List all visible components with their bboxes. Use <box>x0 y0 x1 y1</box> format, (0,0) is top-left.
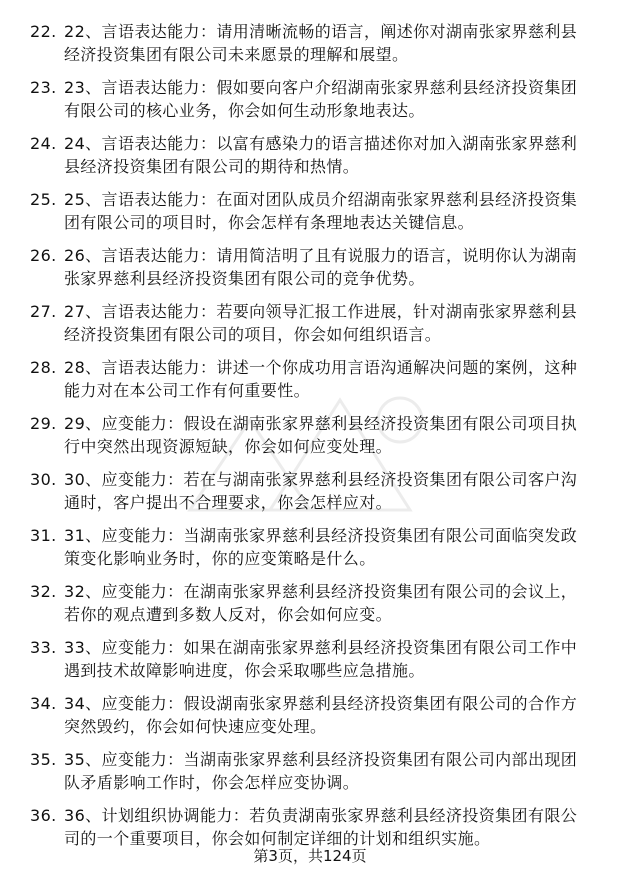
question-number: 29. <box>30 414 57 433</box>
question-item <box>0 300 620 346</box>
question-number: 33. <box>30 638 57 657</box>
question-number: 34. <box>30 694 57 713</box>
question-item <box>0 804 620 850</box>
question-number: 31. <box>30 526 57 545</box>
question-number: 26. <box>30 246 57 265</box>
question-number: 23. <box>30 78 57 97</box>
question-number: 35. <box>30 750 57 769</box>
question-text: 29、应变能力：假设在湖南张家界慈利县经济投资集团有限公司项目执行中突然出现资源短缺，你会如何应变处理。 <box>64 414 578 456</box>
question-item <box>0 692 620 738</box>
question-text: 36、计划组织协调能力：若负责湖南张家界慈利县经济投资集团有限公司的一个重要项目，你会如何制定详细的计划和组织实施。 <box>64 806 578 848</box>
question-item <box>0 636 620 682</box>
question-number: 24. <box>30 134 57 153</box>
question-item <box>0 20 620 66</box>
page-footer: 第3页，共124页 <box>253 847 367 865</box>
question-text: 24、言语表达能力：以富有感染力的语言描述你对加入湖南张家界慈利县经济投资集团有限公司的期待和热情。 <box>64 134 578 176</box>
question-text: 35、应变能力：当湖南张家界慈利县经济投资集团有限公司内部出现团队矛盾影响工作时，你会怎样应变协调。 <box>64 750 578 792</box>
question-item <box>0 188 620 234</box>
question-item <box>0 244 620 290</box>
question-item <box>0 356 620 402</box>
question-number: 36. <box>30 806 57 825</box>
question-number: 32. <box>30 582 57 601</box>
question-item <box>0 412 620 458</box>
question-number: 27. <box>30 302 57 321</box>
question-number: 22. <box>30 22 57 41</box>
question-item <box>0 580 620 626</box>
question-number: 28. <box>30 358 57 377</box>
question-text: 22、言语表达能力：请用清晰流畅的语言，阐述你对湖南张家界慈利县经济投资集团有限公司未来愿景的理解和展望。 <box>64 22 578 64</box>
question-item <box>0 132 620 178</box>
question-text: 25、言语表达能力：在面对团队成员介绍湖南张家界慈利县经济投资集团有限公司的项目时，你会怎样有条理地表达关键信息。 <box>64 190 578 232</box>
question-text: 28、言语表达能力：讲述一个你成功用言语沟通解决问题的案例，这种能力对在本公司工作有何重要性。 <box>64 358 578 400</box>
question-item <box>0 524 620 570</box>
question-text: 30、应变能力：若在与湖南张家界慈利县经济投资集团有限公司客户沟通时，客户提出不合理要求，你会怎样应对。 <box>64 470 578 512</box>
question-number: 25. <box>30 190 57 209</box>
question-text: 23、言语表达能力：假如要向客户介绍湖南张家界慈利县经济投资集团有限公司的核心业务，你会如何生动形象地表达。 <box>64 78 578 120</box>
question-text: 33、应变能力：如果在湖南张家界慈利县经济投资集团有限公司工作中遇到技术故障影响进度，你会采取哪些应急措施。 <box>64 638 578 680</box>
question-item <box>0 468 620 514</box>
question-text: 32、应变能力：在湖南张家界慈利县经济投资集团有限公司的会议上，若你的观点遭到多数人反对，你会如何应变。 <box>64 582 578 624</box>
question-item <box>0 748 620 794</box>
question-text: 26、言语表达能力：请用简洁明了且有说服力的语言，说明你认为湖南张家界慈利县经济投资集团有限公司的竞争优势。 <box>64 246 578 288</box>
question-text: 31、应变能力：当湖南张家界慈利县经济投资集团有限公司面临突发政策变化影响业务时，你的应变策略是什么。 <box>64 526 578 568</box>
question-list <box>0 20 620 860</box>
question-item <box>0 76 620 122</box>
question-text: 34、应变能力：假设湖南张家界慈利县经济投资集团有限公司的合作方突然毁约，你会如何快速应变处理。 <box>64 694 578 736</box>
question-text: 27、言语表达能力：若要向领导汇报工作进展，针对湖南张家界慈利县经济投资集团有限公司的项目，你会如何组织语言。 <box>64 302 578 344</box>
question-number: 30. <box>30 470 57 489</box>
